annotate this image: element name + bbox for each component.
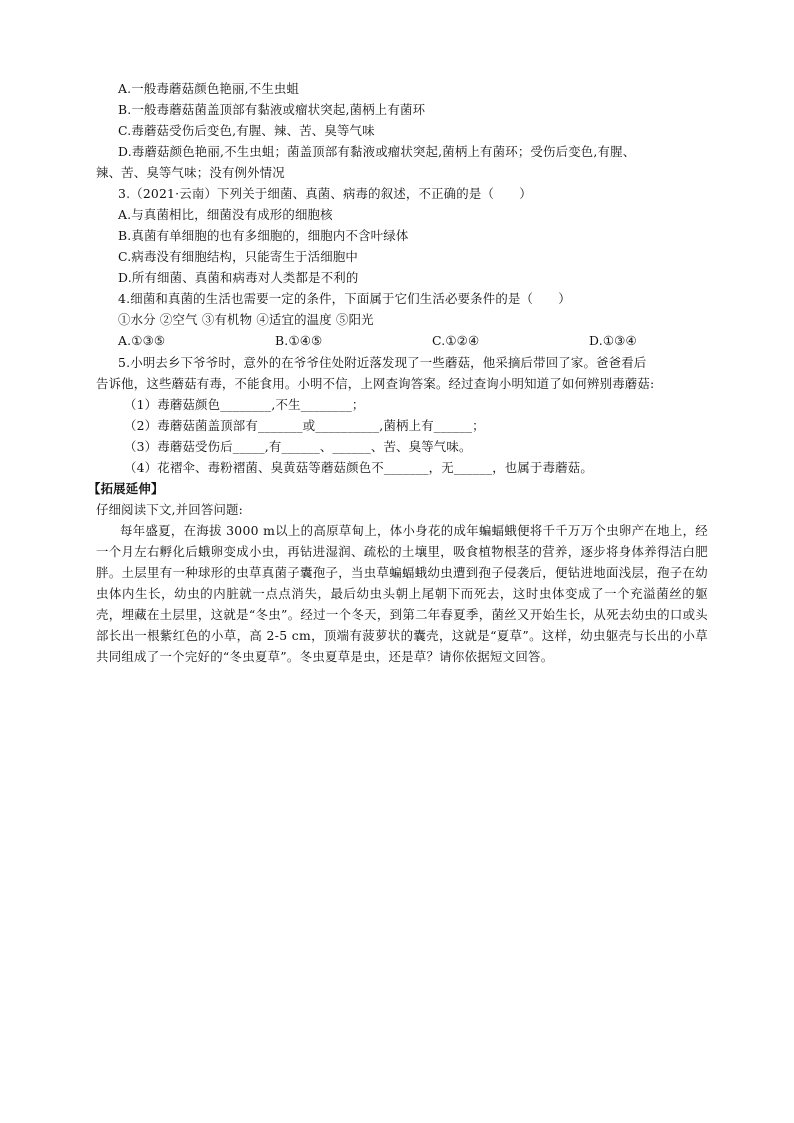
q3-option-c: C.病毒没有细胞结构，只能寄生于活细胞中: [118, 249, 359, 264]
q2-option-c: C.毒蘑菇受伤后变色,有腥、辣、苦、臭等气味: [118, 123, 375, 138]
extension-heading: 【拓展延伸】: [88, 481, 164, 496]
q5-item-1: （1）毒蘑菇颜色________,不生________；: [124, 397, 365, 412]
q4-conditions: ①水分 ②空气 ③有机物 ④适宜的温度 ⑤阳光: [118, 312, 374, 327]
q4-choice-c: C.①②④: [432, 333, 480, 348]
q5-item-2: （2）毒蘑菇菌盖顶部有_______或__________,菌柄上有______；: [124, 418, 485, 433]
q4-choice-b: B.①④⑤: [275, 333, 323, 348]
q4-stem: 4.细菌和真菌的生活也需要一定的条件，下面属于它们生活必要条件的是（ ）: [118, 291, 571, 306]
q5-stem-line-1: 5.小明去乡下爷爷时，意外的在爷爷住处附近落发现了一些蘑菇，他采摘后带回了家。爸爸看后: [118, 355, 647, 370]
q3-stem: 3.（2021·云南）下列关于细菌、真菌、病毒的叙述，不正确的是（ ）: [118, 186, 532, 201]
q3-option-a: A.与真菌相比，细菌没有成形的细胞核: [118, 207, 333, 222]
q5-item-4: （4）花褶伞、毒粉褶菌、臭黄菇等蘑菇颜色不_______，无______，也属于毒蘑菇。: [124, 460, 593, 475]
q2-option-b: B.一般毒蘑菇菌盖顶部有黏液或瘤状突起,菌柄上有菌环: [118, 102, 426, 117]
q3-option-b: B.真菌有单细胞的也有多细胞的，细胞内不含叶绿体: [118, 228, 409, 243]
q3-option-d: D.所有细菌、真菌和病毒对人类都是不利的: [118, 270, 359, 285]
extension-intro: 仔细阅读下文,并回答问题:: [96, 502, 244, 517]
q2-option-d-continued: 辣、苦、臭等气味；没有例外情况: [96, 165, 285, 180]
q4-choice-d: D.①③④: [589, 333, 637, 348]
q5-stem-line-2: 告诉他，这些蘑菇有毒，不能食用。小明不信，上网查询答案。经过查询小明知道了如何辨别毒蘑菇:: [96, 376, 655, 391]
extension-passage: 每年盛夏，在海拔 3000 m以上的高原草甸上，体小身花的成年蝙蝠蛾便将千千万万个虫卵产在地上，经一个月左右孵化后蛾卵变成小虫，再钻进湿润、疏松的土壤里，吸食植物根茎的营养，逐步将身体养得洁白肥胖。土层里有一种球形的虫草真菌子囊孢子，当虫草蝙蝠蛾幼虫遭到孢子侵袭后，便钻进地面浅层，孢子在幼虫体内生长，幼虫的内脏就一点点消失，最后幼虫头朝上尾朝下而死去，这时虫体变成了一个充溢菌丝的躯壳，埋藏在土层里，这就是“冬虫”。经过一个冬天，到第二年春夏季，菌丝又开始生长，从死去幼虫的口或头部长出一根紫红色的小草，高 2-5 cm，顶端有菠萝状的囊壳，这就是“夏草”。这样，幼虫躯壳与长出的小草共同组成了一个完好的“冬虫夏草”。冬虫夏草是虫，还是草？请你依据短文回答。: [96, 523, 708, 664]
q2-option-d: D.毒蘑菇颜色艳丽,不生虫蛆；菌盖顶部有黏液或瘤状突起,菌柄上有菌环；受伤后变色,有腥、: [118, 144, 636, 159]
q4-choice-a: A.①③⑤: [118, 333, 166, 348]
q5-item-3: （3）毒蘑菇受伤后_____,有______、______、苦、臭等气味。: [124, 439, 472, 454]
q4-choices: [118, 330, 746, 351]
q2-option-a: A.一般毒蘑菇颜色艳丽,不生虫蛆: [118, 81, 300, 96]
